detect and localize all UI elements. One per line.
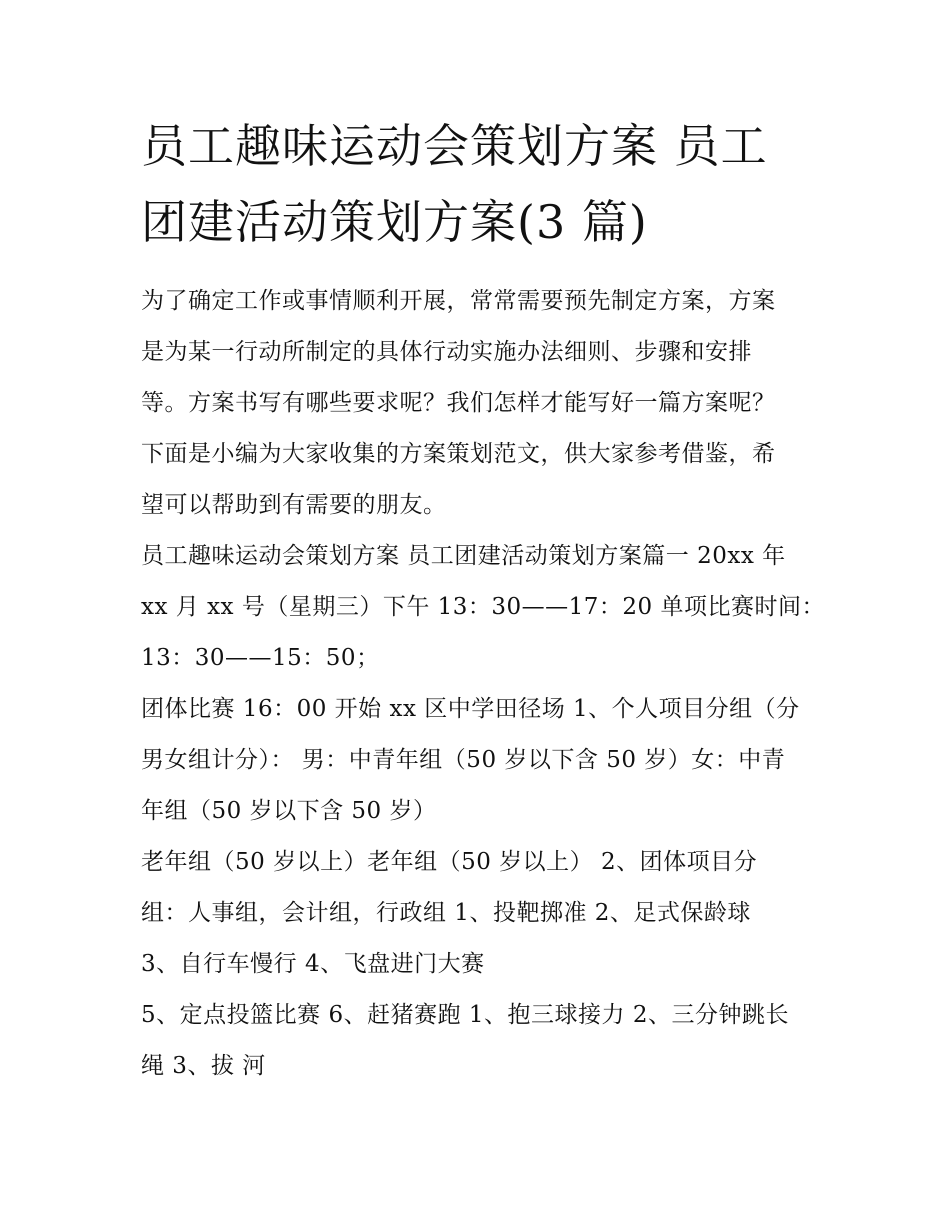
- title-line-1: 员工趣味运动会策划方案 员工: [141, 119, 768, 173]
- body-line: 绳 3、拔 河: [141, 1053, 266, 1079]
- body-line: 13：30——15：50；: [141, 645, 380, 671]
- title-line-2: 团建活动策划方案(3 篇): [141, 195, 648, 249]
- body-line: 望可以帮助到有需要的朋友。: [141, 492, 447, 518]
- body-line: 组：人事组，会计组，行政组 1、投靶掷准 2、足式保龄球: [141, 900, 751, 926]
- body-line: 等。方案书写有哪些要求呢？我们怎样才能写好一篇方案呢？: [141, 390, 776, 416]
- body-line: 下面是小编为大家收集的方案策划范文，供大家参考借鉴，希: [141, 441, 776, 467]
- body-line: 男女组计分）： 男：中青年组（50 岁以下含 50 岁）女：中青: [141, 747, 786, 773]
- body-line: 5、定点投篮比赛 6、赶猪赛跑 1、抱三球接力 2、三分钟跳长: [141, 1002, 789, 1028]
- body-line: 老年组（50 岁以上）老年组（50 岁以上） 2、团体项目分: [141, 849, 758, 875]
- document-title: [141, 108, 841, 260]
- body-line: 是为某一行动所制定的具体行动实施办法细则、步骤和安排: [141, 339, 752, 365]
- body-line: 年组（50 岁以下含 50 岁）: [141, 798, 437, 824]
- body-line: 为了确定工作或事情顺利开展，常常需要预先制定方案，方案: [141, 288, 776, 314]
- document-body: [141, 276, 826, 1092]
- body-line: 团体比赛 16：00 开始 xx 区中学田径场 1、个人项目分组（分: [141, 696, 800, 722]
- body-line: 3、自行车慢行 4、飞盘进门大赛: [141, 951, 485, 977]
- body-line: xx 月 xx 号（星期三）下午 13：30——17：20 单项比赛时间：: [141, 594, 826, 620]
- body-line: 员工趣味运动会策划方案 员工团建活动策划方案篇一 20xx 年: [141, 543, 786, 569]
